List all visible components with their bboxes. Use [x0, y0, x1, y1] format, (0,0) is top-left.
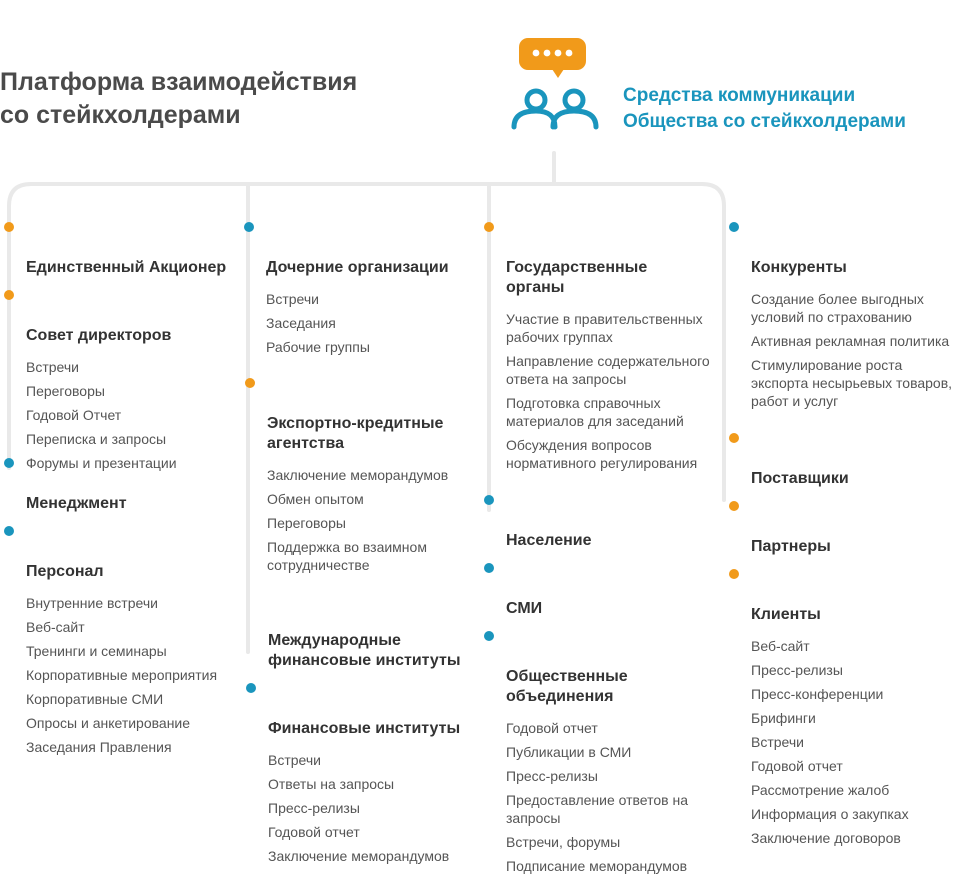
- category-dot: [729, 222, 739, 232]
- category-dot: [484, 631, 494, 641]
- communication-item: Создание более выгодных условий по страхованию: [751, 291, 924, 325]
- communication-list: [506, 310, 710, 472]
- category-label: Дочерние организации: [266, 259, 449, 276]
- communication-item: Пресс-конференции: [751, 686, 884, 702]
- category-dot: [4, 222, 14, 232]
- communication-item: Пресс-релизы: [751, 662, 843, 678]
- communication-item: Корпоративные СМИ: [26, 691, 164, 707]
- communication-item: Заключение меморандумов: [267, 467, 449, 483]
- communication-item: Встречи: [266, 291, 319, 307]
- group-public: [506, 491, 688, 881]
- category-label: Конкуренты: [751, 259, 847, 276]
- category-competitors: [751, 218, 952, 278]
- communication-item: Встречи, форумы: [506, 834, 621, 850]
- category-subsidiaries: [266, 218, 449, 278]
- communication-item: Опросы и анкетирование: [26, 715, 191, 731]
- communication-item: Встречи: [26, 359, 79, 375]
- category-suppliers: [751, 429, 909, 489]
- category-label: Клиенты: [751, 606, 821, 623]
- category-public-associations: [506, 627, 688, 707]
- communication-item: Участие в правительственных рабочих группах: [506, 311, 703, 345]
- communication-item: Заседания: [266, 315, 336, 331]
- category-dot: [4, 526, 14, 536]
- category-label: Единственный Акционер: [26, 259, 227, 276]
- communication-item: Годовой отчет: [751, 758, 843, 774]
- communication-item: Ответы на запросы: [268, 776, 395, 792]
- category-label: Общественные объединения: [506, 668, 628, 705]
- category-media: [506, 559, 688, 619]
- category-dot: [729, 501, 739, 511]
- communication-list: [751, 637, 909, 847]
- communication-list: [506, 719, 688, 875]
- communication-item: Информация о закупках: [751, 806, 909, 822]
- communication-item: Подписание меморандумов: [506, 858, 688, 874]
- category-label: Совет директоров: [26, 327, 172, 344]
- communication-list: [26, 594, 217, 756]
- communication-item: Веб-сайт: [26, 619, 85, 635]
- communication-item: Поддержка во взаимном сотрудничестве: [267, 539, 427, 573]
- category-government: [506, 218, 710, 298]
- communication-item: Тренинги и семинары: [26, 643, 167, 659]
- category-label: Государственные органы: [506, 259, 648, 296]
- people-chat-icon: [508, 36, 600, 130]
- category-dot: [484, 563, 494, 573]
- communication-item: Корпоративные мероприятия: [26, 667, 218, 683]
- page-title: Платформа взаимодействия со стейкхолдерами: [0, 68, 358, 129]
- category-dot: [245, 378, 255, 388]
- category-intl-financial-institutions: [268, 591, 460, 671]
- category-dot: [484, 495, 494, 505]
- category-dot: [246, 683, 256, 693]
- group-shareholder: [26, 218, 226, 478]
- communication-item: Предоставление ответов на запросы: [506, 792, 688, 826]
- category-dot: [729, 569, 739, 579]
- group-financial-institutions: [268, 591, 460, 871]
- category-label: СМИ: [506, 600, 543, 617]
- communication-list: [268, 751, 460, 865]
- group-government: [506, 218, 710, 478]
- communication-item: Подготовка справочных материалов для заседаний: [506, 395, 684, 429]
- communication-item: Веб-сайт: [751, 638, 810, 654]
- communication-list: [266, 290, 449, 356]
- communication-item: Заключение меморандумов: [268, 848, 450, 864]
- communication-item: Рабочие группы: [266, 339, 370, 355]
- group-clients: [751, 429, 909, 853]
- category-label: Население: [506, 532, 592, 549]
- communication-item: Брифинги: [751, 710, 816, 726]
- communication-item: Обсуждения вопросов нормативного регулирования: [506, 437, 698, 471]
- category-clients: [751, 565, 909, 625]
- category-board: [26, 286, 226, 346]
- category-label: Персонал: [26, 563, 104, 580]
- category-label: Поставщики: [751, 470, 849, 487]
- communication-item: Рассмотрение жалоб: [751, 782, 890, 798]
- category-label: Партнеры: [751, 538, 831, 555]
- communication-item: Годовой отчет: [268, 824, 360, 840]
- communication-item: Заседания Правления: [26, 739, 172, 755]
- communication-item: Встречи: [268, 752, 321, 768]
- communication-item: Направление содержательного ответа на запросы: [506, 353, 710, 387]
- communication-item: Переписка и запросы: [26, 431, 167, 447]
- page-subtitle: Средства коммуникации Общества со стейкхолдерами: [623, 85, 906, 132]
- group-management: [26, 454, 217, 762]
- communication-item: Переговоры: [267, 515, 346, 531]
- category-dot: [729, 433, 739, 443]
- branch-bar: [9, 184, 724, 206]
- communication-item: Переговоры: [26, 383, 105, 399]
- group-competitors: [751, 218, 952, 416]
- category-label: Экспортно-кредитные агентства: [267, 415, 444, 452]
- category-eca: [267, 374, 448, 454]
- category-sole-shareholder: [26, 218, 226, 278]
- communication-item: Стимулирование роста экспорта несырьевых товаров, работ и услуг: [751, 357, 953, 409]
- category-dot: [4, 458, 14, 468]
- category-management: [26, 454, 217, 514]
- category-label: Международные финансовые институты: [268, 632, 461, 669]
- category-financial-institutions: [268, 679, 460, 739]
- category-partners: [751, 497, 909, 557]
- communication-list: [267, 466, 448, 574]
- communication-item: Годовой отчет: [506, 720, 598, 736]
- communication-item: Пресс-релизы: [268, 800, 360, 816]
- category-population: [506, 491, 688, 551]
- communication-item: Форумы и презентации: [26, 455, 177, 471]
- communication-item: Встречи: [751, 734, 804, 750]
- communication-item: Активная рекламная политика: [751, 333, 950, 349]
- category-dot: [484, 222, 494, 232]
- category-label: Финансовые институты: [268, 720, 461, 737]
- communication-item: Заключение договоров: [751, 830, 901, 846]
- group-eca: [267, 374, 448, 580]
- communication-item: Внутренние встречи: [26, 595, 158, 611]
- category-dot: [4, 290, 14, 300]
- communication-item: Годовой Отчет: [26, 407, 122, 423]
- category-dot: [244, 222, 254, 232]
- communication-item: Пресс-релизы: [506, 768, 598, 784]
- communication-item: Обмен опытом: [267, 491, 364, 507]
- communication-list: [751, 290, 952, 410]
- category-label: Менеджмент: [26, 495, 127, 512]
- communication-item: Публикации в СМИ: [506, 744, 632, 760]
- category-personnel: [26, 522, 217, 582]
- group-subsidiaries: [266, 218, 449, 362]
